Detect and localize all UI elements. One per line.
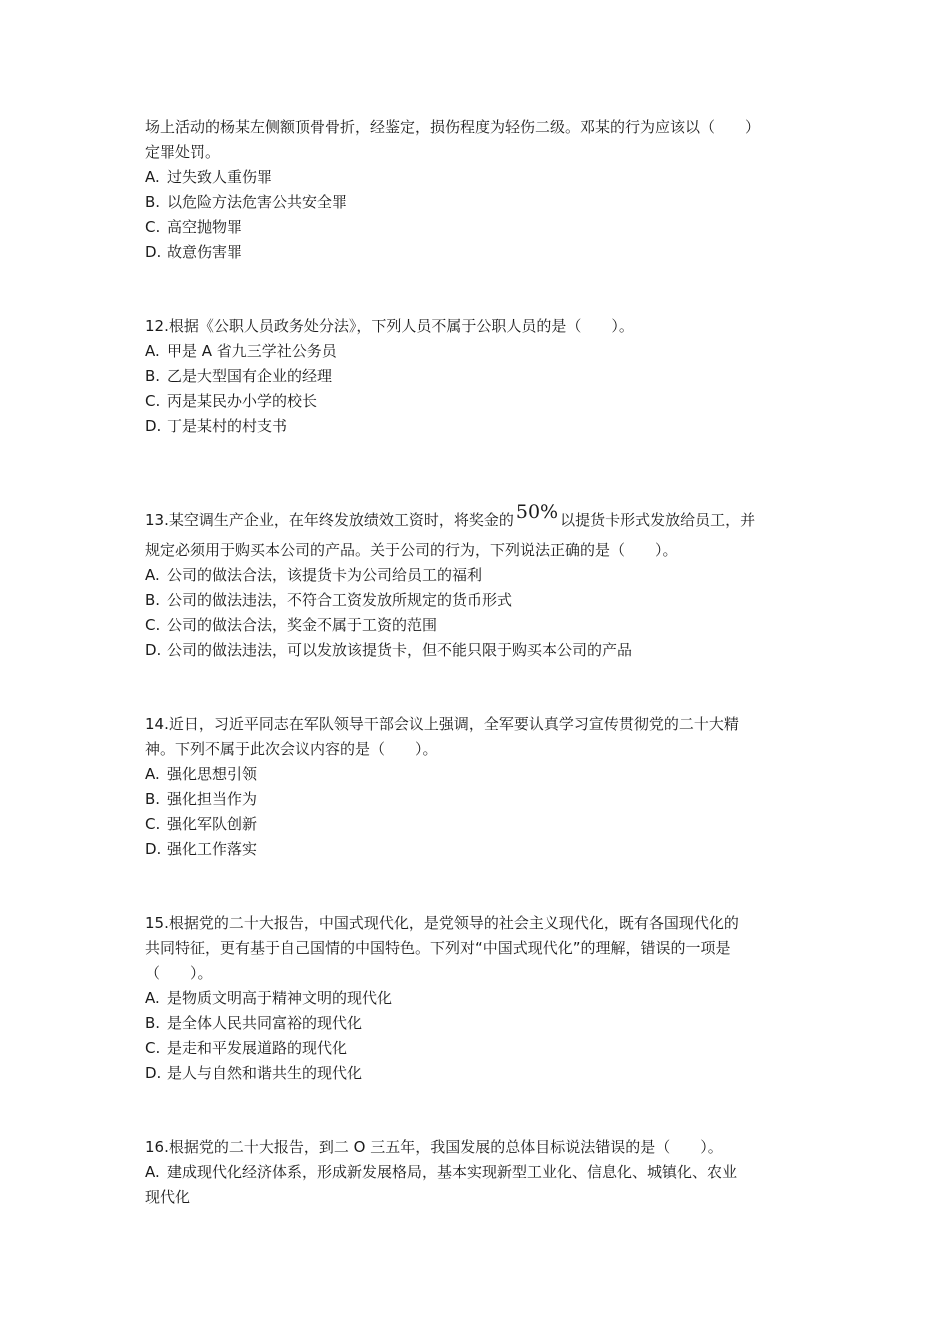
option-letter: B.: [145, 193, 161, 211]
option-letter: C.: [145, 616, 161, 634]
option-text: 强化工作落实: [167, 840, 258, 858]
question-15-option-c: [145, 1038, 347, 1058]
option-letter: D.: [145, 840, 162, 858]
option-letter: B.: [145, 1014, 161, 1032]
option-text: 是全体人民共同富裕的现代化: [167, 1014, 363, 1032]
option-letter: C.: [145, 1039, 161, 1057]
question-11-option-b: [145, 192, 347, 212]
percent-value: 50%: [515, 501, 559, 523]
option-letter: C.: [145, 815, 161, 833]
question-11-option-c: [145, 217, 242, 237]
question-11-option-d: [145, 242, 242, 262]
option-text: 强化军队创新: [167, 815, 258, 833]
question-14-option-c: [145, 814, 257, 834]
option-text: 公司的做法合法，奖金不属于工资的范围: [167, 616, 438, 634]
option-letter: D.: [145, 417, 162, 435]
option-text: 强化思想引领: [167, 765, 258, 783]
question-13-option-d: [145, 640, 632, 660]
option-text: 是物质文明高于精神文明的现代化: [167, 989, 393, 1007]
option-letter: B.: [145, 367, 161, 385]
option-letter: D.: [145, 243, 162, 261]
question-15-stem-line-2: 共同特征，更有基于自己国情的中国特色。下列对“中国式现代化”的理解，错误的一项是: [145, 939, 731, 957]
option-text: 公司的做法合法，该提货卡为公司给员工的福利: [167, 566, 483, 584]
question-13-stem-line-1: [145, 501, 756, 530]
option-text: 丙是某民办小学的校长: [167, 392, 318, 410]
question-13-option-c: [145, 615, 437, 635]
option-text: 强化担当作为: [167, 790, 258, 808]
question-12-option-b: [145, 366, 332, 386]
option-letter: C.: [145, 392, 161, 410]
option-letter: B.: [145, 591, 161, 609]
question-15-option-b: [145, 1013, 362, 1033]
question-16-option-a: [145, 1162, 737, 1182]
question-12-stem: 12.根据《公职人员政务处分法》，下列人员不属于公职人员的是（ ）。: [145, 317, 634, 335]
option-letter: A.: [145, 765, 160, 783]
option-text: 建成现代化经济体系，形成新发展格局，基本实现新型工业化、信息化、城镇化、农业: [167, 1163, 738, 1181]
option-text: 丁是某村的村支书: [167, 417, 288, 435]
question-16-stem: 16.根据党的二十大报告，到二 O 三五年，我国发展的总体目标说法错误的是（ ）。: [145, 1138, 723, 1156]
option-text: 公司的做法违法，可以发放该提货卡，但不能只限于购买本公司的产品: [167, 641, 633, 659]
option-text: 乙是大型国有企业的经理: [167, 367, 333, 385]
option-text: 高空抛物罪: [167, 218, 243, 236]
question-15-stem-line-1: 15.根据党的二十大报告，中国式现代化，是党领导的社会主义现代化，既有各国现代化的: [145, 914, 739, 932]
option-letter: A.: [145, 1163, 160, 1181]
option-letter: A.: [145, 989, 160, 1007]
option-text: 是人与自然和谐共生的现代化: [167, 1064, 363, 1082]
question-14-stem-line-2: 神。下列不属于此次会议内容的是（ ）。: [145, 740, 438, 758]
question-11-stem-line-1: 场上活动的杨某左侧额顶骨骨折，经鉴定，损伤程度为轻伤二级。邓某的行为应该以（ ）: [145, 118, 761, 136]
option-text: 过失致人重伤罪: [167, 168, 273, 186]
option-letter: D.: [145, 641, 162, 659]
option-text: 故意伤害罪: [167, 243, 243, 261]
question-12-option-d: [145, 416, 287, 436]
option-letter: A.: [145, 168, 160, 186]
question-14-option-a: [145, 764, 257, 784]
question-13-option-a: [145, 565, 482, 585]
question-11-stem-line-2: 定罪处罚。: [145, 143, 221, 161]
question-13-option-b: [145, 590, 512, 610]
question-15-option-a: [145, 988, 392, 1008]
option-text: 以危险方法危害公共安全罪: [167, 193, 348, 211]
option-text: 是走和平发展道路的现代化: [167, 1039, 348, 1057]
question-12-option-a: [145, 341, 337, 361]
question-14-option-d: [145, 839, 257, 859]
question-13-stem-part-a: 13.某空调生产企业，在年终发放绩效工资时，将奖金的: [145, 511, 514, 529]
question-13-stem-part-b: 以提货卡形式发放给员工，并: [560, 511, 756, 529]
option-text: 公司的做法违法，不符合工资发放所规定的货币形式: [167, 591, 513, 609]
question-13-stem-line-2: 规定必须用于购买本公司的产品。关于公司的行为，下列说法正确的是（ ）。: [145, 541, 678, 559]
question-15-stem-line-3: （ ）。: [145, 964, 213, 982]
option-letter: A.: [145, 342, 160, 360]
option-letter: C.: [145, 218, 161, 236]
question-12-option-c: [145, 391, 317, 411]
question-14-option-b: [145, 789, 257, 809]
question-11-option-a: [145, 167, 272, 187]
option-letter: B.: [145, 790, 161, 808]
question-16-option-a-continued: 现代化: [145, 1188, 191, 1206]
option-letter: A.: [145, 566, 160, 584]
option-letter: D.: [145, 1064, 162, 1082]
question-15-option-d: [145, 1063, 362, 1083]
question-14-stem-line-1: 14.近日，习近平同志在军队领导干部会议上强调，全军要认真学习宣传贯彻党的二十大精: [145, 715, 739, 733]
option-text: 甲是 A 省九三学社公务员: [167, 342, 337, 360]
